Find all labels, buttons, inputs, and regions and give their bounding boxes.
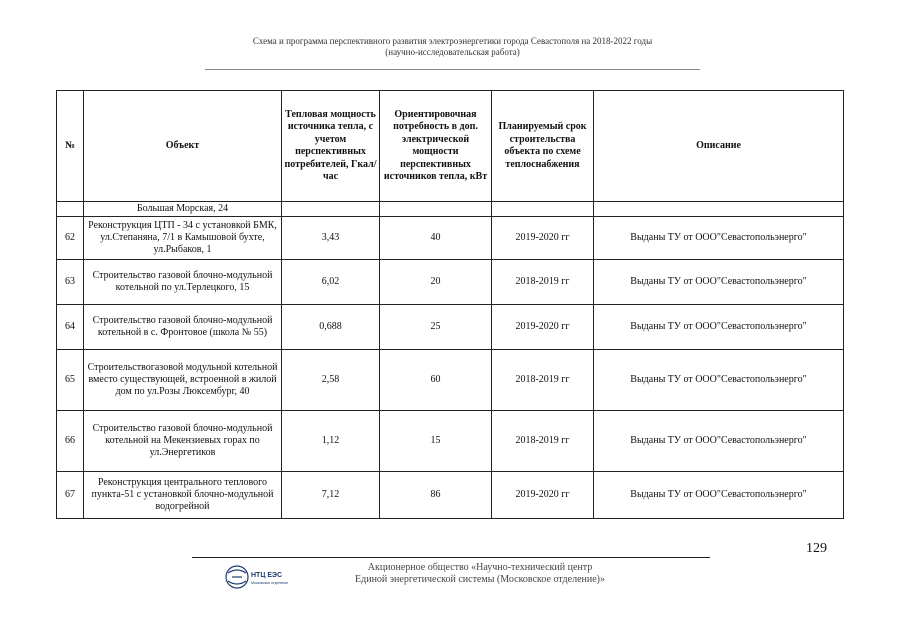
cell-term: 2018-2019 гг (492, 260, 594, 305)
cell-num: 63 (57, 260, 84, 305)
col-header-power: Ориентировочная потребность в доп. электрической мощности перспективных источников тепла, кВт (380, 91, 492, 202)
cell-num: 64 (57, 305, 84, 350)
cell-object: Строительство газовой блочно-модульной котельной на Мекензиевых горах по ул.Энергетиков (84, 411, 282, 472)
cell-description: Выданы ТУ от ООО"Севастопольэнерго" (594, 305, 844, 350)
table-row (57, 350, 844, 411)
cell-heat: 1,12 (282, 411, 380, 472)
cell-heat: 7,12 (282, 472, 380, 519)
logo-subtext: Московское отделение (251, 581, 289, 585)
cell-num: 62 (57, 217, 84, 260)
table-row (57, 472, 844, 519)
logo-text: НТЦ ЕЭС (251, 572, 283, 579)
cell-term: 2019-2020 гг (492, 217, 594, 260)
table-row (57, 217, 844, 260)
cell-power (380, 202, 492, 217)
table-row (57, 260, 844, 305)
cell-heat: 0,688 (282, 305, 380, 350)
cell-object: Большая Морская, 24 (84, 202, 282, 217)
cell-num (57, 202, 84, 217)
ntc-ees-logo-icon (224, 563, 289, 591)
cell-num: 67 (57, 472, 84, 519)
cell-heat: 3,43 (282, 217, 380, 260)
footer-organization (330, 562, 630, 586)
cell-object: Реконструкция ЦТП - 34 с установкой БМК, ул.Степаняна, 7/1 в Камышовой бухте, ул.Рыбаков, 1 (84, 217, 282, 260)
cell-power: 25 (380, 305, 492, 350)
col-header-num: № (57, 91, 84, 202)
cell-object: Реконструкция центрального теплового пункта-51 с установкой блочно-модульной водогрейной (84, 472, 282, 519)
cell-description (594, 202, 844, 217)
cell-heat: 2,58 (282, 350, 380, 411)
cell-term: 2018-2019 гг (492, 411, 594, 472)
cell-object: Строительство газовой блочно-модульной котельной в с. Фронтовое (школа № 55) (84, 305, 282, 350)
cell-term: 2019-2020 гг (492, 305, 594, 350)
footer-org-line2: Единой энергетической системы (Московское отделение)» (355, 574, 605, 585)
cell-description: Выданы ТУ от ООО"Севастопольэнерго" (594, 350, 844, 411)
col-header-term: Планируемый срок строительства объекта по схеме теплоснабжения (492, 91, 594, 202)
page-number: 129 (806, 541, 827, 556)
col-header-description: Описание (594, 91, 844, 202)
cell-object: Строительствогазовой модульной котельной вместо существующей, встроенной в жилой дом по ул.Розы Люксембург, 40 (84, 350, 282, 411)
document-header (0, 36, 905, 58)
header-divider (205, 69, 700, 70)
cell-num: 65 (57, 350, 84, 411)
table-row-continuation (57, 202, 844, 217)
cell-description: Выданы ТУ от ООО"Севастопольэнерго" (594, 472, 844, 519)
cell-term: 2019-2020 гг (492, 472, 594, 519)
header-subtitle: (научно-исследовательская работа) (385, 47, 520, 57)
cell-power: 86 (380, 472, 492, 519)
footer-divider (192, 557, 710, 558)
cell-description: Выданы ТУ от ООО"Севастопольэнерго" (594, 411, 844, 472)
cell-power: 15 (380, 411, 492, 472)
table-row (57, 411, 844, 472)
cell-power: 20 (380, 260, 492, 305)
footer-org-line1: Акционерное общество «Научно-технический центр (367, 562, 593, 573)
cell-term (492, 202, 594, 217)
data-table (56, 90, 844, 519)
table-header-row (57, 91, 844, 202)
cell-term: 2018-2019 гг (492, 350, 594, 411)
col-header-heat: Тепловая мощность источника тепла, с учетом перспективных потребителей, Гкал/час (282, 91, 380, 202)
col-header-object: Объект (84, 91, 282, 202)
cell-num: 66 (57, 411, 84, 472)
cell-power: 40 (380, 217, 492, 260)
table-row (57, 305, 844, 350)
cell-heat: 6,02 (282, 260, 380, 305)
cell-object: Строительство газовой блочно-модульной котельной по ул.Терлецкого, 15 (84, 260, 282, 305)
cell-power: 60 (380, 350, 492, 411)
cell-description: Выданы ТУ от ООО"Севастопольэнерго" (594, 217, 844, 260)
cell-heat (282, 202, 380, 217)
header-title: Схема и программа перспективного развития электроэнергетики города Севастополя на 2018-2022 годы (252, 36, 653, 46)
cell-description: Выданы ТУ от ООО"Севастопольэнерго" (594, 260, 844, 305)
